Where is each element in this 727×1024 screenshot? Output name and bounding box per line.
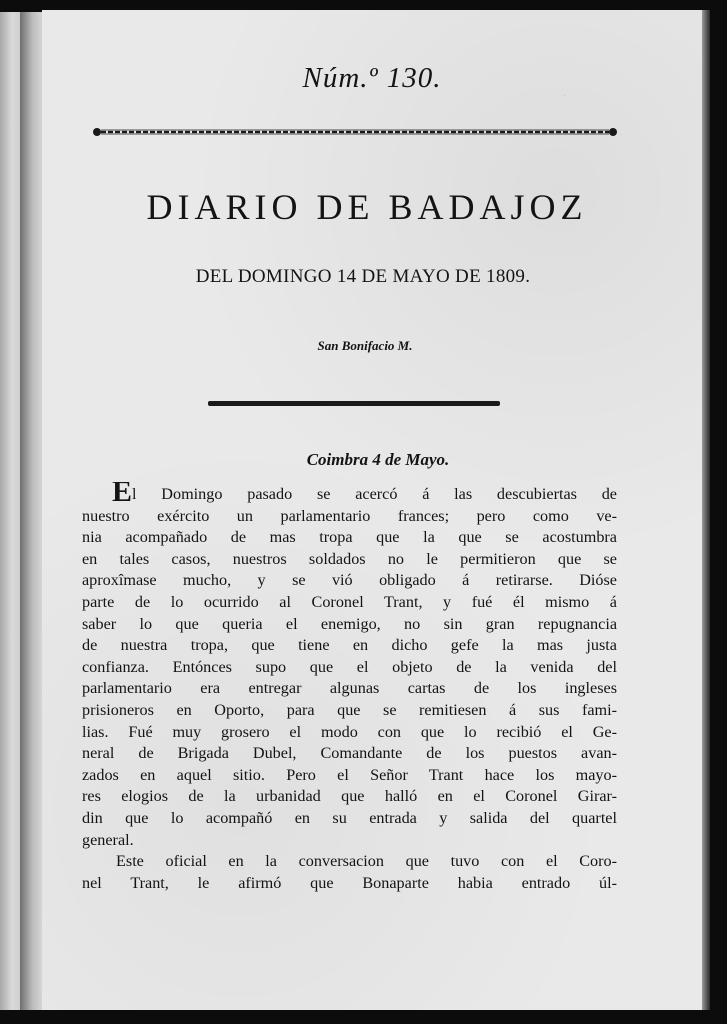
text-line: nia acompañado de mas tropa que la que se acostumbra — [82, 528, 617, 547]
text-line: aproxîmase mucho, y se vió obligado á retirarse. Dióse — [82, 571, 617, 590]
text-line: din que lo acompañó en su entrada y salida del quartel — [82, 808, 617, 827]
drop-cap: E — [112, 482, 133, 506]
text-line: Este oficial en la conversacion que tuvo con el Coro- — [116, 852, 617, 871]
issue-date: DEL DOMINGO 14 DE MAYO DE 1809. — [195, 266, 531, 287]
text-line: lias. Fué muy grosero el modo con que lo recibió el Ge- — [82, 722, 617, 741]
text-line: de nuestra tropa, que tiene en dicho gefe la mas justa — [82, 636, 617, 655]
facing-page-edge — [0, 12, 20, 1010]
page-edge-shadow — [702, 10, 710, 1010]
text-line: confianza. Entónces supo que el objeto de la venida del — [82, 657, 617, 676]
article-dateline: Coimbra 4 de Mayo. — [306, 450, 450, 469]
paragraph-2 — [82, 851, 617, 894]
text-line: res elogios de la urbanidad que halló en el Coronel Girar- — [82, 787, 617, 806]
paragraph-1 — [82, 482, 617, 851]
ornamental-rule — [92, 127, 618, 137]
text-line: general. — [82, 830, 134, 849]
article-body — [82, 482, 617, 894]
section-divider — [208, 401, 500, 406]
text-line: saber lo que queria el enemigo, no sin gran repugnancia — [82, 614, 617, 633]
newspaper-page — [42, 10, 702, 1010]
text-line: El Domingo pasado se acercó á las descubiertas de — [82, 482, 617, 506]
text-line: en tales casos, nuestros soldados no le permitieron que se — [82, 549, 617, 568]
text-line: zados en aquel sitio. Pero el Señor Trant hace los mayo- — [82, 765, 617, 784]
issue-number: Núm.º 130. — [302, 62, 442, 94]
bleed-through-text: · — [562, 88, 568, 105]
text-line: neral de Brigada Dubel, Comandante de los puestos avan- — [82, 744, 617, 763]
text-line: parlamentario era entregar algunas cartas de los ingleses — [82, 679, 617, 698]
newspaper-title: DIARIO DE BADAJOZ — [146, 187, 588, 227]
saint-of-the-day: San Bonifacio M. — [317, 338, 413, 353]
text-line: parte de lo ocurrido al Coronel Trant, y fué él mismo á — [82, 592, 617, 611]
text-line: nel Trant, le afirmó que Bonaparte habia entrado úl- — [82, 873, 617, 892]
text-line: nuestro exército un parlamentario frances; pero como ve- — [82, 506, 617, 525]
text-line: prisioneros en Oporto, para que se remitiesen á sus fami- — [82, 700, 617, 719]
